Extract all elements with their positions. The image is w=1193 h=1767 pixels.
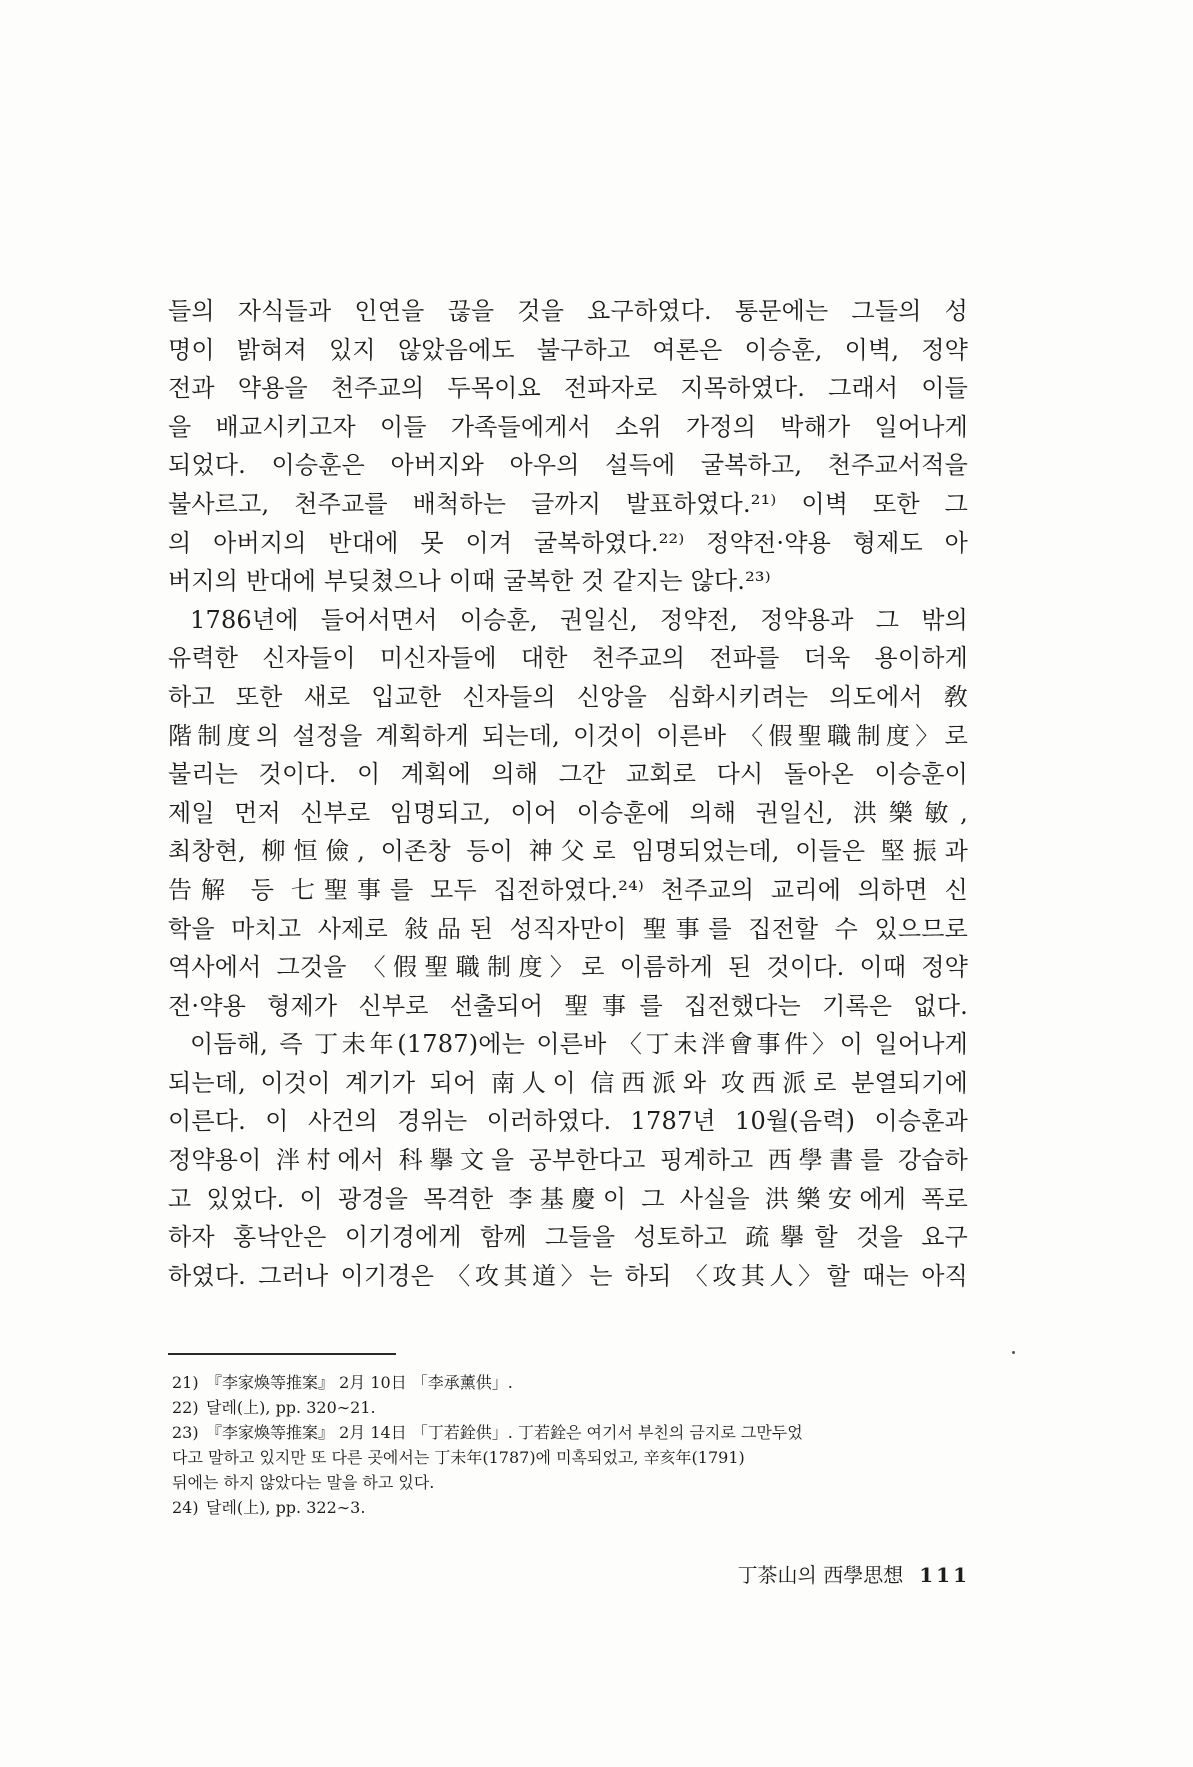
footnote-21 [172,1370,972,1395]
footnote-text: 『李家煥等推案』 2月 10日 「李承薰供」. [206,1373,513,1392]
footnote-number: 24) [172,1498,199,1517]
footnote-number: 21) [172,1373,199,1392]
text-line: 하자 홍낙안은 이기경에게 함께 그들을 성토하고 疏擧할 것을 요구 [168,1223,968,1252]
text-line: 되는데, 이것이 계기가 되어 南人이 信西派와 攻西派로 분열되기에 [168,1068,968,1097]
body-text [168,292,968,1295]
footnote-number: 23) [172,1423,199,1442]
text-line: 정약용이 泮村에서 科擧文을 공부한다고 핑계하고 西學書를 강습하 [168,1146,968,1175]
text-line: 되었다. 이승훈은 아버지와 아우의 설득에 굴복하고, 천주교서적을 [168,451,968,480]
text-line: 버지의 반대에 부딪쳤으나 이때 굴복한 것 같지는 않다.²³⁾ [168,567,771,596]
footnotes [172,1370,972,1520]
text-line: 하였다. 그러나 이기경은 〈攻其道〉는 하되 〈攻其人〉할 때는 아직 [168,1261,968,1290]
text-line: 의 아버지의 반대에 못 이겨 굴복하였다.²²⁾ 정약전·약용 형제도 아 [168,528,968,557]
text-line: 불리는 것이다. 이 계획에 의해 그간 교회로 다시 돌아온 이승훈이 [168,760,968,789]
text-line: 이듬해, 즉 丁未年(1787)에는 이른바 〈丁未泮會事件〉이 일어나게 [190,1030,968,1059]
footnote-text: 『李家煥等推案』 2月 14日 「丁若銓供」. 丁若銓은 여기서 부친의 금지로 그만두었 [206,1423,803,1442]
footnote-number: 22) [172,1398,199,1417]
text-line: 명이 밝혀져 있지 않았음에도 불구하고 여론은 이승훈, 이벽, 정약 [168,335,968,364]
footnote-23 [172,1420,972,1445]
text-line: 들의 자식들과 인연을 끊을 것을 요구하였다. 통문에는 그들의 성 [168,297,968,325]
text-line: 역사에서 그것을 〈假聖職制度〉로 이름하게 된 것이다. 이때 정약 [168,953,968,982]
footnote-text: 달레(上), pp. 322∼3. [206,1498,366,1517]
page-number: 111 [919,1563,970,1587]
text-line: 하고 또한 새로 입교한 신자들의 신앙을 심화시키려는 의도에서 敎 [168,682,968,711]
footnote-22 [172,1395,972,1420]
text-line: 불사르고, 천주교를 배척하는 글까지 발표하였다.²¹⁾ 이벽 또한 그 [168,489,968,518]
running-footer [676,1560,970,1590]
running-title: 丁茶山의 西學思想 [737,1563,904,1587]
text-line: 학을 마치고 사제로 敍品된 성직자만이 聖事를 집전할 수 있으므로 [168,914,968,943]
text-line: 제일 먼저 신부로 임명되고, 이어 이승훈에 의해 권일신, 洪樂敏, [168,798,968,827]
text-line: 유력한 신자들이 미신자들에 대한 천주교의 전파를 더욱 용이하게 [168,644,968,673]
footnote-text: 달레(上), pp. 320∼21. [206,1398,376,1417]
footnote-24 [172,1495,972,1520]
text-line: 이른다. 이 사건의 경위는 이러하였다. 1787년 10월(음력) 이승훈과 [168,1107,968,1136]
text-line: 고 있었다. 이 광경을 목격한 李基慶이 그 사실을 洪樂安에게 폭로 [168,1184,968,1213]
text-line: 전·약용 형제가 신부로 선출되어 聖事를 집전했다는 기록은 없다. [168,991,968,1020]
text-line: 최창현, 柳恒儉, 이존창 등이 神父로 임명되었는데, 이들은 堅振과 [168,837,968,866]
ink-speck [1012,1351,1015,1354]
text-line: 告解 등 七聖事를 모두 집전하였다.²⁴⁾ 천주교의 교리에 의하면 신 [168,875,968,904]
footnote-23-continuation: 뒤에는 하지 않았다는 말을 하고 있다. [172,1473,435,1492]
text-line: 전과 약용을 천주교의 두목이요 전파자로 지목하였다. 그래서 이들 [168,374,968,403]
text-line: 을 배교시키고자 이들 가족들에게서 소위 가정의 박해가 일어나게 [168,412,968,441]
footnote-divider [168,1353,396,1355]
text-line: 1786년에 들어서면서 이승훈, 권일신, 정약전, 정약용과 그 밖의 [190,605,968,634]
text-line: 階制度의 설정을 계획하게 되는데, 이것이 이른바 〈假聖職制度〉로 [168,721,968,750]
footnote-23-continuation: 다고 말하고 있지만 또 다른 곳에서는 丁未年(1787)에 미혹되었고, 辛亥年(1791) [172,1448,745,1467]
